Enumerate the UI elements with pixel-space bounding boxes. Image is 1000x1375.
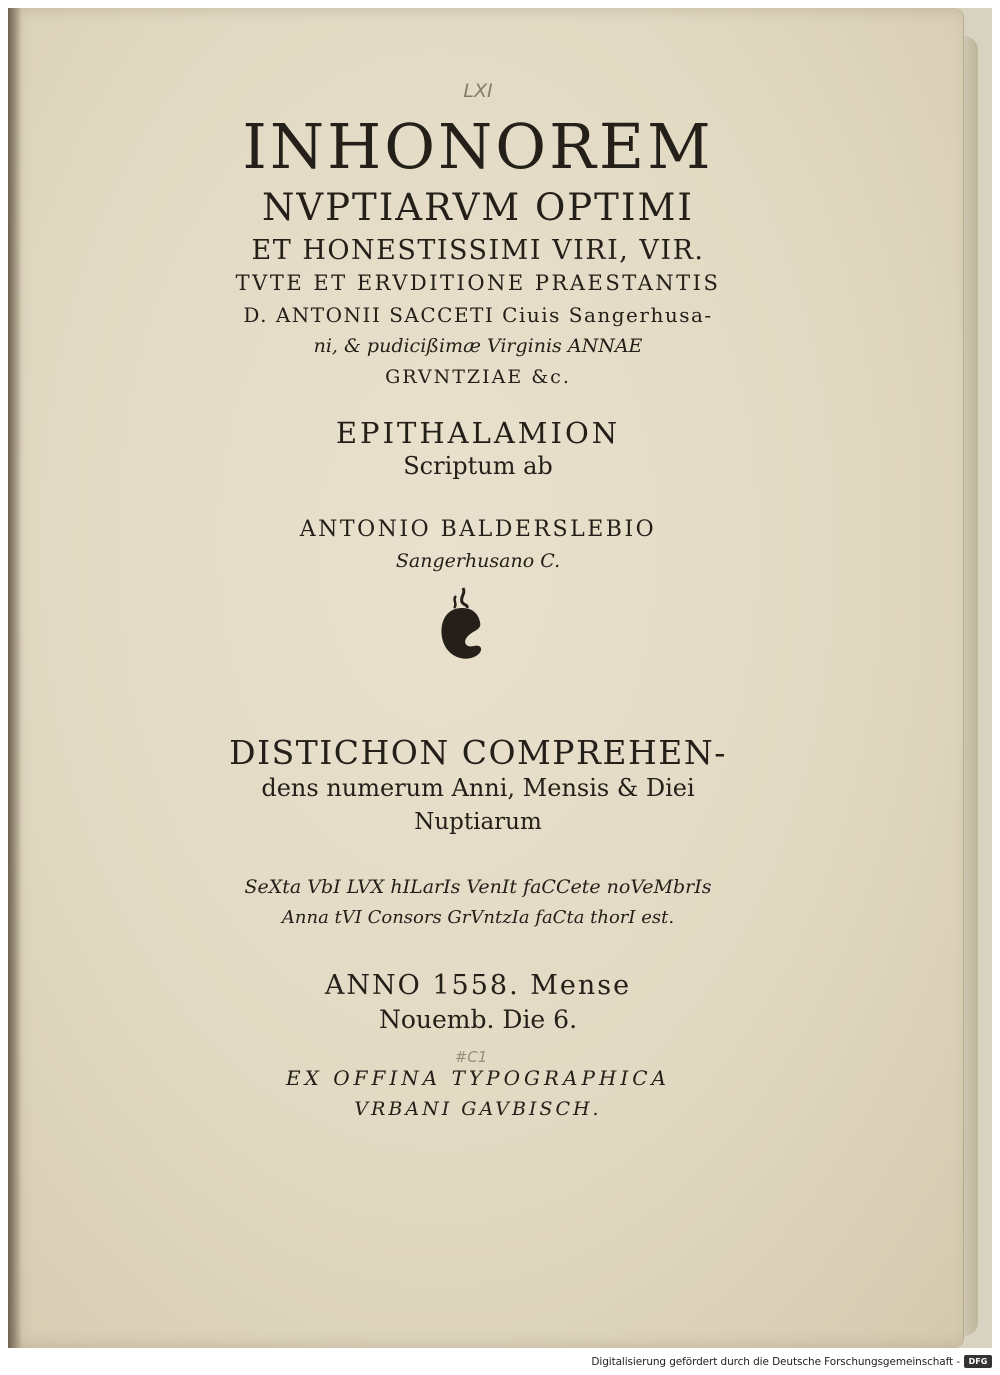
title-page (8, 8, 964, 1348)
funding-credit: Digitalisierung gefördert durch die Deutsche Forschungsgemeinschaft - (591, 1356, 960, 1368)
chronogram-line-2: Anna tVI Consors GrVntzIa faCta thorI est. (281, 907, 675, 928)
date-line-2: Nouemb. Die 6. (378, 1005, 578, 1034)
distichon-line-2: dens numerum Anni, Mensis & Diei (261, 774, 695, 802)
chronogram-line-1: SeXta VbI LVX hILarIs VenIt faCCete noVeMbrIs (244, 876, 712, 898)
distichon-line-3: Nuptiarum (414, 809, 542, 835)
author-place: Sangerhusano C. (395, 550, 561, 572)
scan-background (8, 8, 992, 1348)
footer-bar (0, 1348, 1000, 1375)
title-line-6: ni, & pudicißimæ Virginis ANNAE (313, 335, 643, 357)
distichon-line-1: DISTICHON COMPREHEN- (229, 733, 727, 772)
epithalamion-subheading: Scriptum ab (403, 452, 553, 480)
dfg-logo-icon: DFG (964, 1355, 992, 1368)
title-line-3: ET HONESTISSIMI VIRI, VIR. (251, 235, 705, 266)
leaf-ornament-icon (432, 586, 492, 666)
scan-frame (8, 8, 992, 1348)
title-line-5: D. ANTONII SACCETI Ciuis Sangerhusa- (243, 303, 713, 327)
printer-line-2: VRBANI GAVBISCH. (354, 1098, 602, 1120)
title-line-4: TVTE ET ERVDITIONE PRAESTANTIS (235, 271, 721, 295)
epithalamion-heading: EPITHALAMION (335, 416, 621, 450)
title-line-2: NVPTIARVM OPTIMI (262, 186, 694, 229)
title-line-7: GRVNTZIAE &c. (385, 366, 571, 388)
margin-note: #C1 (454, 1048, 488, 1066)
printer-line-1: EX OFFINA TYPOGRAPHICA (286, 1066, 670, 1090)
title-line-1: INHONOREM (242, 110, 714, 183)
pencil-folio-mark: LXI (463, 80, 493, 102)
author-name: ANTONIO BALDERSLEBIO (299, 517, 657, 542)
date-line-1: ANNO 1558. Mense (324, 970, 632, 1001)
